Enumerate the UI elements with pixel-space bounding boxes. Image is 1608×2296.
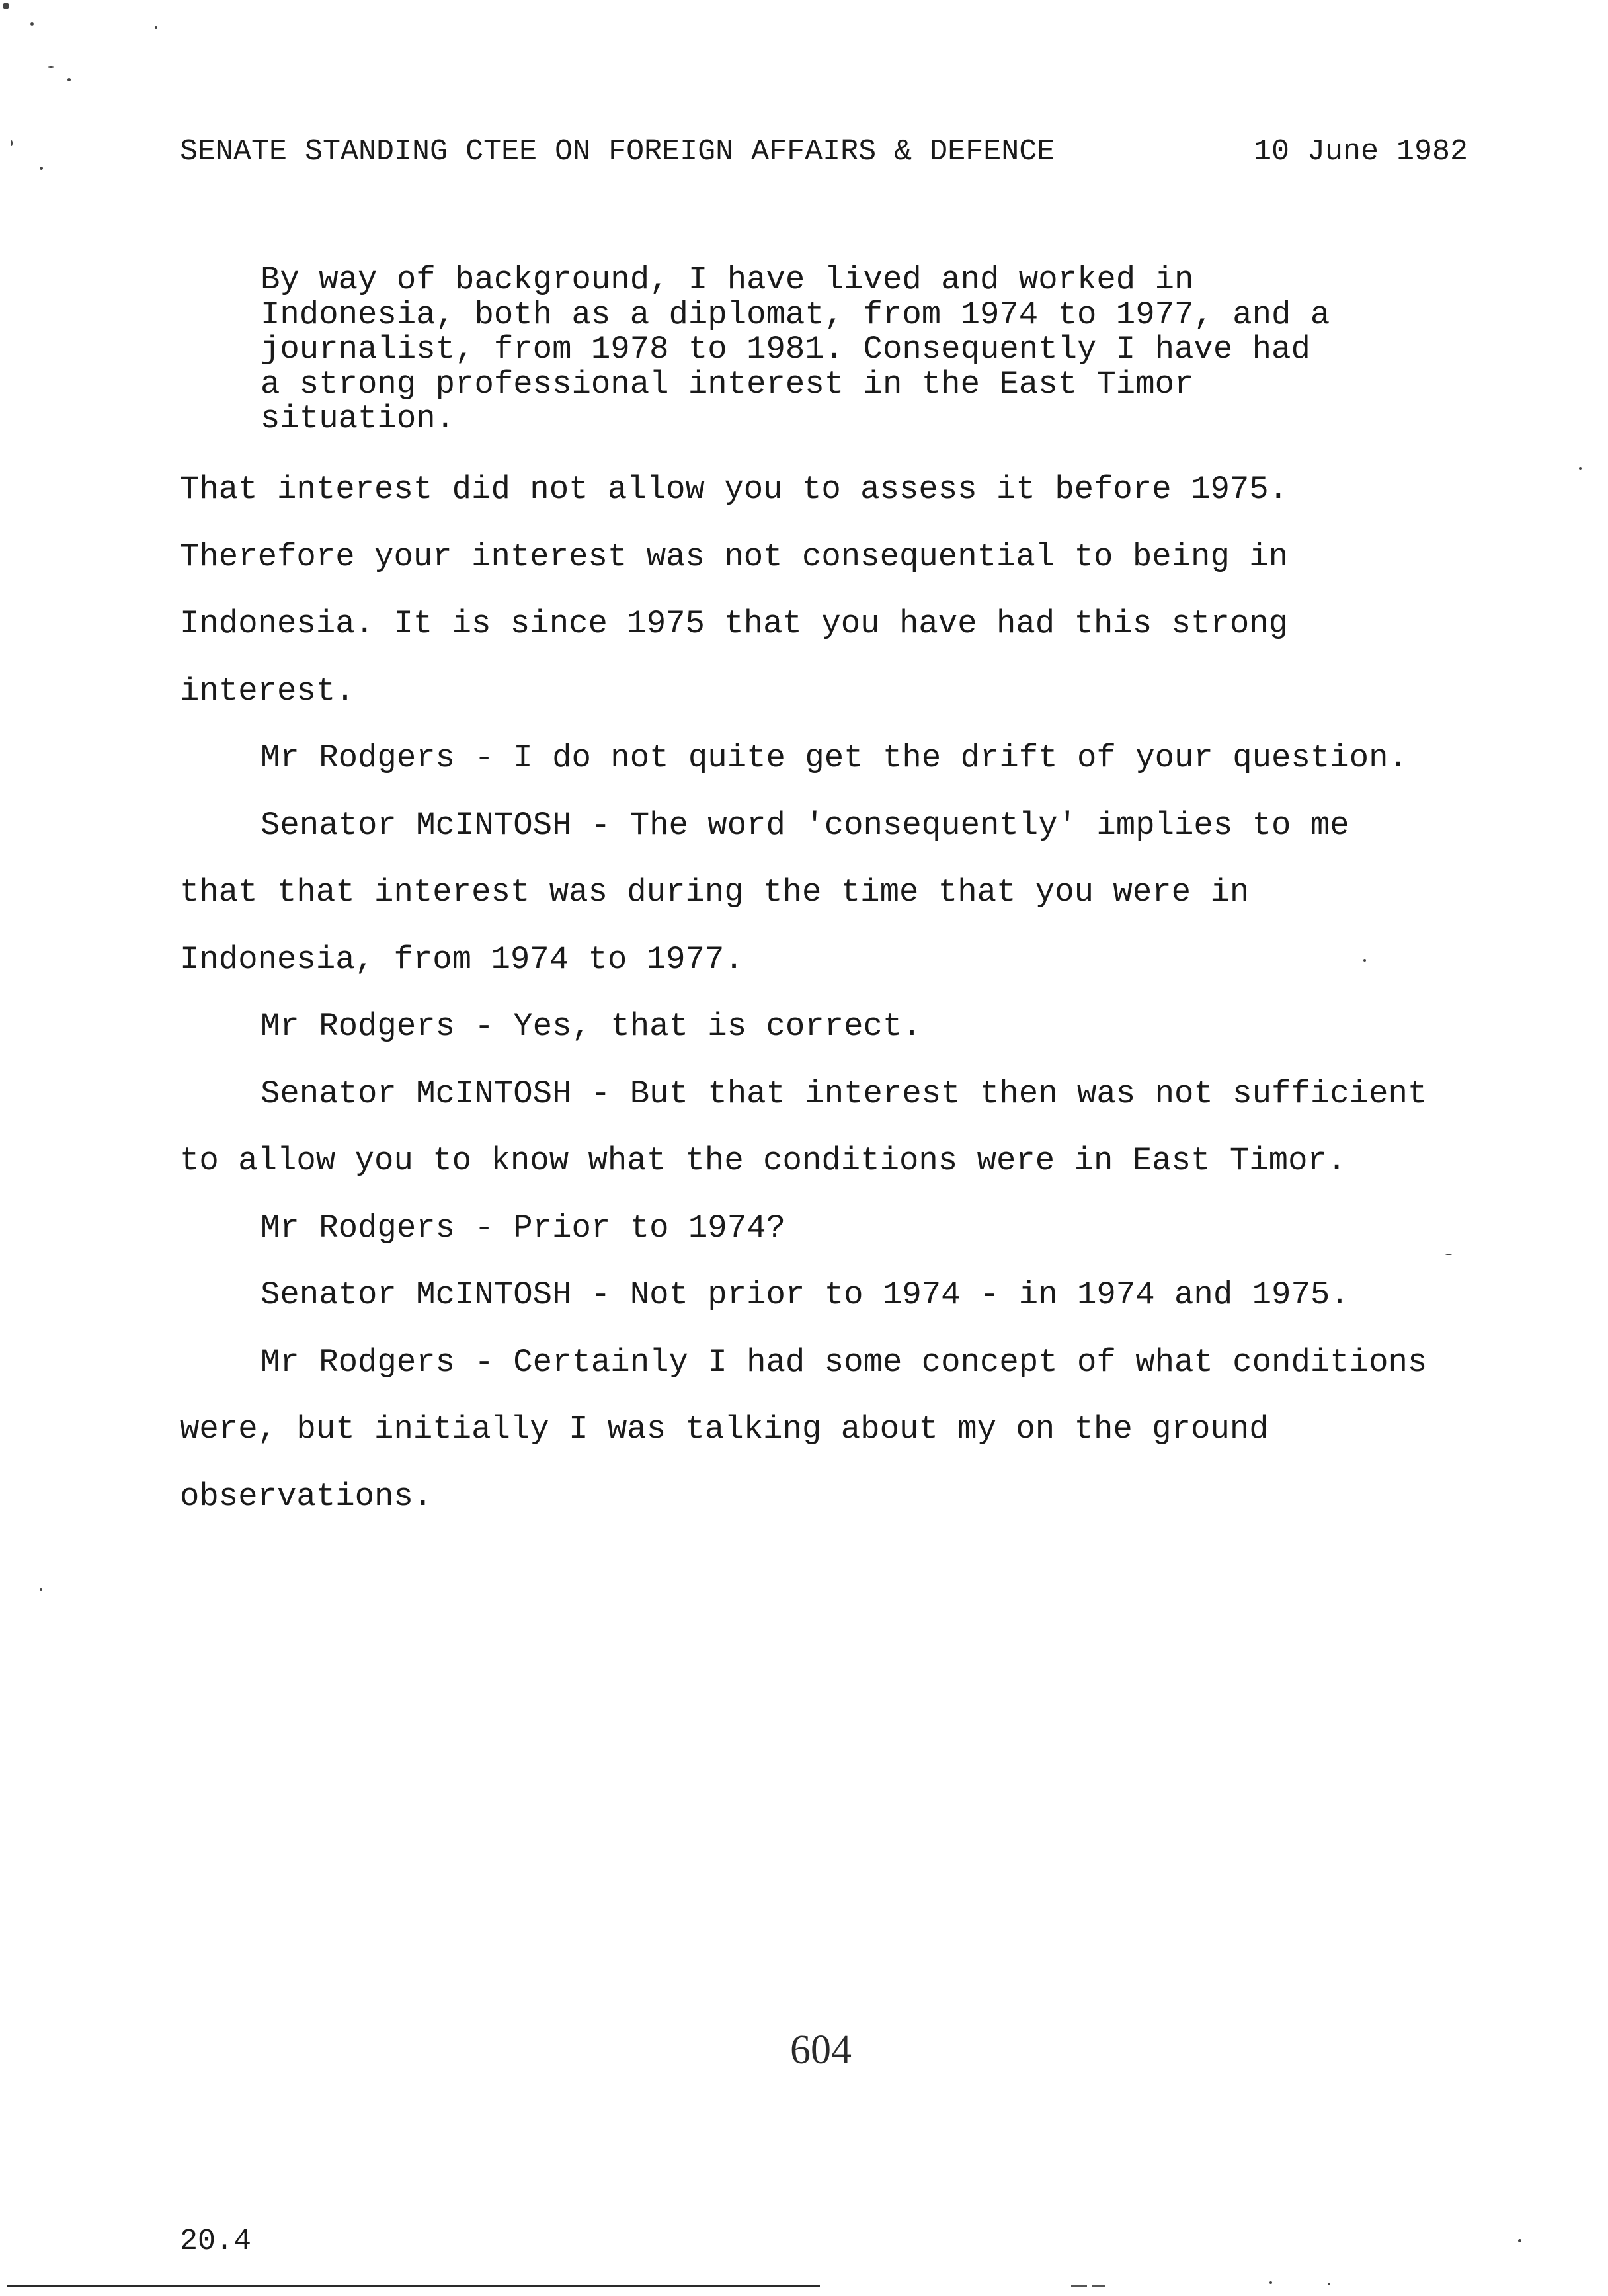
scan-speck [1445,1254,1452,1255]
quote-line: a strong professional interest in the East Timor [261,365,1194,403]
scan-speck [1579,467,1582,470]
transcript-line: Senator McINTOSH - But that interest then was not sufficient [261,1075,1427,1112]
scan-artifact-dash [1092,2285,1106,2287]
transcript-line: Indonesia. It is since 1975 that you have had this strong [180,605,1289,642]
scan-speck [30,22,34,26]
scan-speck [1269,2281,1272,2284]
transcript-line: Indonesia, from 1974 to 1977. [180,940,744,978]
transcript-line: Senator McINTOSH - Not prior to 1974 - in 1974 and 1975. [261,1276,1349,1313]
scan-speck [1363,959,1366,962]
page-number: 604 [790,2028,852,2072]
quote-line: journalist, from 1978 to 1981. Consequently I have had [261,331,1310,368]
transcript-body [180,456,1476,1530]
transcript-line: that that interest was during the time that you were in [180,874,1250,911]
footer-code: 20.4 [180,2225,252,2258]
transcript-line: Mr Rodgers - I do not quite get the drift of your question. [261,739,1408,776]
scan-speck [1328,2283,1330,2285]
header-date: 10 June 1982 [1253,135,1468,169]
transcript-line: Therefore your interest was not consequential to being in [180,538,1289,575]
scan-speck [11,140,13,146]
scan-artifact-dash [1071,2285,1087,2287]
scan-speck [48,66,54,68]
quote-line: By way of background, I have lived and worked in [261,261,1194,298]
transcript-line: were, but initially I was talking about my on the ground [180,1411,1269,1448]
quote-line: Indonesia, both as a diplomat, from 1974 to 1977, and a [261,296,1330,333]
scan-speck [155,26,157,29]
scan-speck [40,1588,42,1591]
transcript-line: That interest did not allow you to assess it before 1975. [180,471,1289,508]
scan-speck [67,78,71,81]
scan-speck [40,167,43,170]
header-title: SENATE STANDING CTEE ON FOREIGN AFFAIRS & DEFENCE [180,135,1055,169]
transcript-line: observations. [180,1477,433,1515]
scan-speck [1518,2239,1521,2242]
transcript-line: Mr Rodgers - Certainly I had some concept of what conditions [261,1343,1427,1381]
scan-speck [3,3,9,9]
transcript-line: Mr Rodgers - Prior to 1974? [261,1209,785,1247]
transcript-line: Mr Rodgers - Yes, that is correct. [261,1008,922,1045]
quote-line: situation. [261,400,456,437]
bottom-scan-rule [7,2285,820,2287]
transcript-line: to allow you to know what the conditions were in East Timor. [180,1142,1347,1179]
transcript-line: Senator McINTOSH - The word 'consequently' implies to me [261,806,1349,844]
transcript-line: interest. [180,672,355,710]
quoted-statement [261,263,1385,436]
